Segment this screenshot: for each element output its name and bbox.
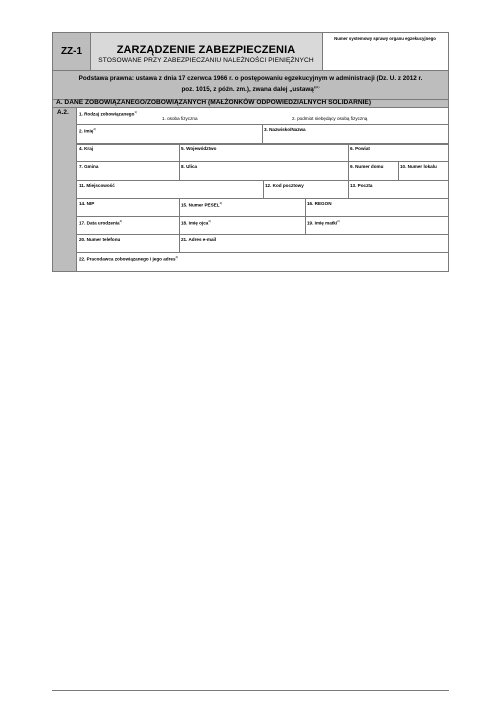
field-1-label: 1. Rodzaj zobowiązanego$^{1)}$ xyxy=(79,110,138,117)
field-18-label: 18. Imię ojca$^{2)}$ xyxy=(181,219,211,226)
section-a2-code: A.2. xyxy=(57,109,69,116)
field-10-label: 10. Numer lokalu xyxy=(400,164,437,169)
field-17-label: 17. Data urodzenia$^{2)}$ xyxy=(79,219,123,226)
form-subtitle: STOSOWANE PRZY ZABEZPIECZANIU NALEŻNOŚCI PIENIĘŻNYCH xyxy=(98,57,314,64)
field-9-label: 9. Numer domu xyxy=(350,164,384,169)
field-6-label: 6. Powiat xyxy=(350,146,370,151)
legal-basis-line-1: Podstawa prawna: ustawa z dnia 17 czerwca 1966 r. o postępowaniu egzekucyjnym w administracji (Dz. U. z 2012 r. xyxy=(78,75,423,82)
field-13-label: 13. Poczta xyxy=(350,183,373,188)
field-15-label: 15. Numer PESEL$^{2)}$ xyxy=(181,201,223,208)
field-7-label: 7. Gmina xyxy=(79,164,99,169)
field-21-cell[interactable] xyxy=(179,235,448,253)
field-3-label: 3. Nazwisko/Nazwa xyxy=(264,127,306,132)
footer-divider xyxy=(52,690,449,691)
field-21-label: 21. Adres e-mail xyxy=(181,237,217,242)
field-11-label: 11. Miejscowość xyxy=(79,183,115,188)
field-2-label: 2. Imię$^{2)}$ xyxy=(79,127,96,134)
field-16-label: 16. REGON xyxy=(307,201,332,206)
field-8-label: 8. Ulica xyxy=(181,164,198,169)
option-natural-person[interactable]: 1. osoba fizyczna xyxy=(162,116,198,121)
field-4-label: 4. Kraj xyxy=(79,146,94,151)
section-a-title: A. DANE ZOBOWIĄZANEGO/ZOBOWIĄZANYCH (MAŁŻONKÓW ODPOWIEDZIALNYCH SOLIDARNIE) xyxy=(56,99,372,106)
form-code: ZZ-1 xyxy=(60,46,83,57)
field-2-cell[interactable] xyxy=(77,125,262,144)
system-number-label: Numer systemowy sprawy organu egzekucyjnego xyxy=(334,36,436,41)
field-19-label: 19. Imię matki$^{2)}$ xyxy=(307,219,340,226)
field-12-label: 12. Kod pocztowy xyxy=(265,183,304,188)
form-title: ZARZĄDZENIE ZABEZPIECZENIA xyxy=(116,44,296,56)
field-22-label: 22. Pracodawca zobowiązanego i jego adres$^{2)}$ xyxy=(79,255,179,262)
field-8-cell[interactable] xyxy=(179,162,348,181)
legal-basis-line-2: poz. 1015, z późn. zm.), zwana dalej „ustawą”$^{1)}$ xyxy=(181,85,320,94)
option-legal-entity[interactable]: 2. podmiot niebędący osobą fizyczną xyxy=(292,116,368,121)
field-5-label: 5. Województwo xyxy=(181,146,217,151)
field-14-label: 14. NIP xyxy=(79,201,95,206)
section-a-sidebar xyxy=(53,108,77,271)
field-20-label: 20. Numer telefonu xyxy=(79,237,121,242)
